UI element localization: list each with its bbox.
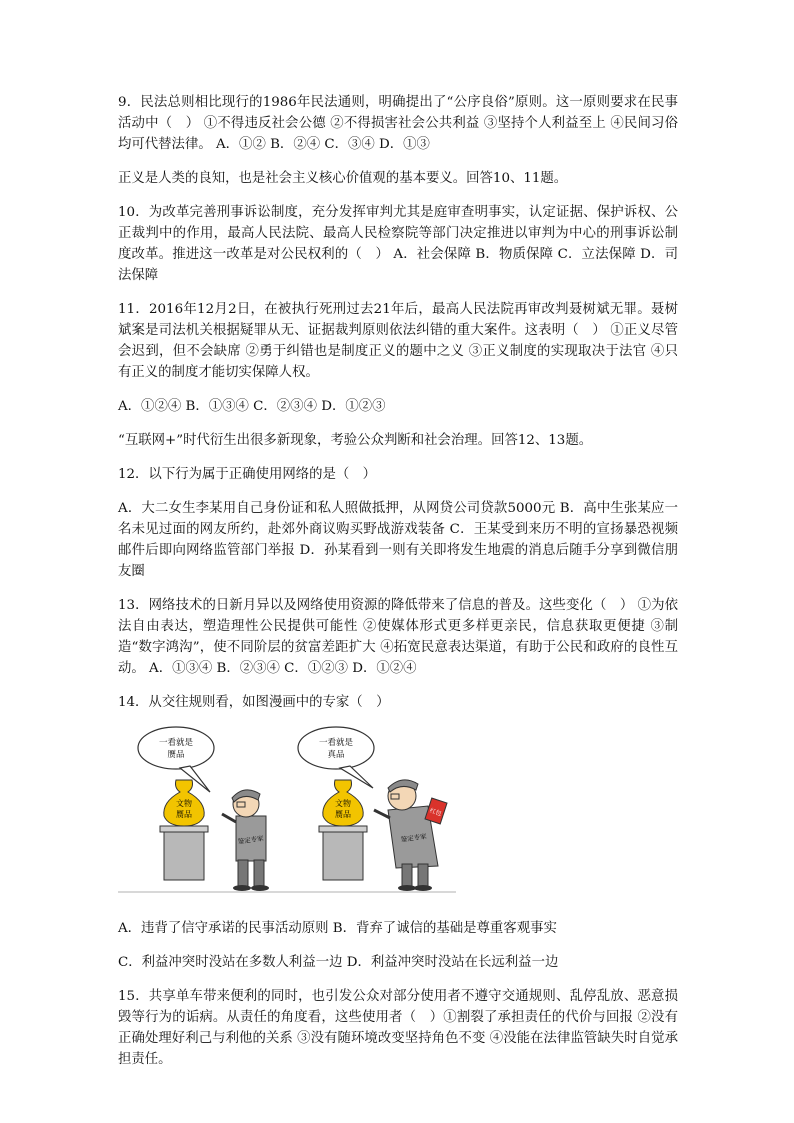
question-12-options: A．大二女生李某用自己身份证和私人照做抵押，从网贷公司贷款5000元 B．高中生张某应一名未见过面的网友所约，赴郊外商议购买野战游戏装备 C．王某受到来历不明的宣扬暴恐视频邮件后即向网络监管部门举报 D．孙某看到一则有关即将发生地震的消息后随手分享到微信朋友圈 <box>118 501 678 579</box>
bubble-left-line2: 赝品 <box>167 750 185 760</box>
intro-10-11: 正义是人类的良知，也是社会主义核心价值观的基本要义。回答10、11题。 <box>118 171 568 186</box>
question-9: 9．民法总则相比现行的1986年民法通则，明确提出了“公序良俗”原则。这一原则要求在民事活动中（ ） ①不得违反社会公德 ②不得损害社会公共利益 ③坚持个人利益至上 ④民间习俗均可代替法律。 A．①② B．②④ C．③④ D．①③ <box>118 95 678 152</box>
question-11: 11．2016年12月2日，在被执行死刑过去21年后，最高人民法院再审改判聂树斌无罪。聂树斌案是司法机关根据疑罪从无、证据裁判原则依法纠错的重大案件。这表明（ ） ①正义尽管会迟到，但不会缺席 ②勇于纠错也是制度正义的题中之义 ③正义制度的实现取决于法官 ④只有正义的制度才能切实保障人权。 <box>118 302 678 380</box>
question-14: 14．从交往规则看，如图漫画中的专家（ ） <box>118 695 390 710</box>
intro-12-13: “互联网+”时代衍生出很多新现象，考验公众判断和社会治理。回答12、13题。 <box>118 433 593 448</box>
right-vase-label-2: 赝品 <box>335 810 351 819</box>
right-vase-label-1: 文物 <box>335 799 351 808</box>
question-14-options-2: C．利益冲突时没站在多数人利益一边 D．利益冲突时没站在长远利益一边 <box>118 955 559 970</box>
left-badge-text: 鉴定专家 <box>237 834 265 846</box>
question-14-options-1: A．违背了信守承诺的民事活动原则 B．背弃了诚信的基础是尊重客观事实 <box>118 921 557 936</box>
question-11-options: A．①②④ B．①③④ C．②③④ D．①②③ <box>118 399 386 414</box>
question-13: 13．网络技术的日新月异以及网络使用资源的降低带来了信息的普及。这些变化（ ） ①为依法自由表达，塑造理性公民提供可能性 ②使媒体形式更多样更亲民，信息获取更便捷 ③制造“数字鸿沟”，使不同阶层的贫富差距扩大 ④拓宽民意表达渠道，有助于公民和政府的良性互动。 A．①③④ B．②③④ C．①②③ D．①②④ <box>118 598 678 676</box>
cartoon-image <box>118 726 456 896</box>
bubble-right-line2: 真品 <box>327 750 345 760</box>
question-10: 10．为改革完善刑事诉讼制度，充分发挥审判尤其是庭审查明事实，认定证据、保护诉权、公正裁判中的作用，最高人民法院、最高人民检察院等部门决定推进以审判为中心的刑事诉讼制度改革。推进这一改革是对公民权利的（ ） A．社会保障 B．物质保障 C．立法保障 D．司法保障 <box>118 205 678 283</box>
question-12: 12．以下行为属于正确使用网络的是（ ） <box>118 467 377 482</box>
left-vase-label-1: 文物 <box>176 799 192 808</box>
envelope-text: 红包 <box>428 807 443 818</box>
question-15: 15．共享单车带来便利的同时，也引发公众对部分使用者不遵守交通规则、乱停乱放、恶意损毁等行为的诟病。从责任的角度看，这些使用者（ ）①割裂了承担责任的代价与回报 ②没有正确处理好利己与利他的关系 ③没有随环境改变坚持角色不变 ④没能在法律监管缺失时自觉承担责任。 <box>118 989 678 1067</box>
document-page <box>118 92 678 1083</box>
bubble-left-line1: 一看就是 <box>158 738 194 748</box>
bubble-right-line1: 一看就是 <box>318 738 354 748</box>
left-vase-label-2: 赝品 <box>176 810 192 819</box>
right-badge-text: 鉴定专家 <box>400 832 428 844</box>
